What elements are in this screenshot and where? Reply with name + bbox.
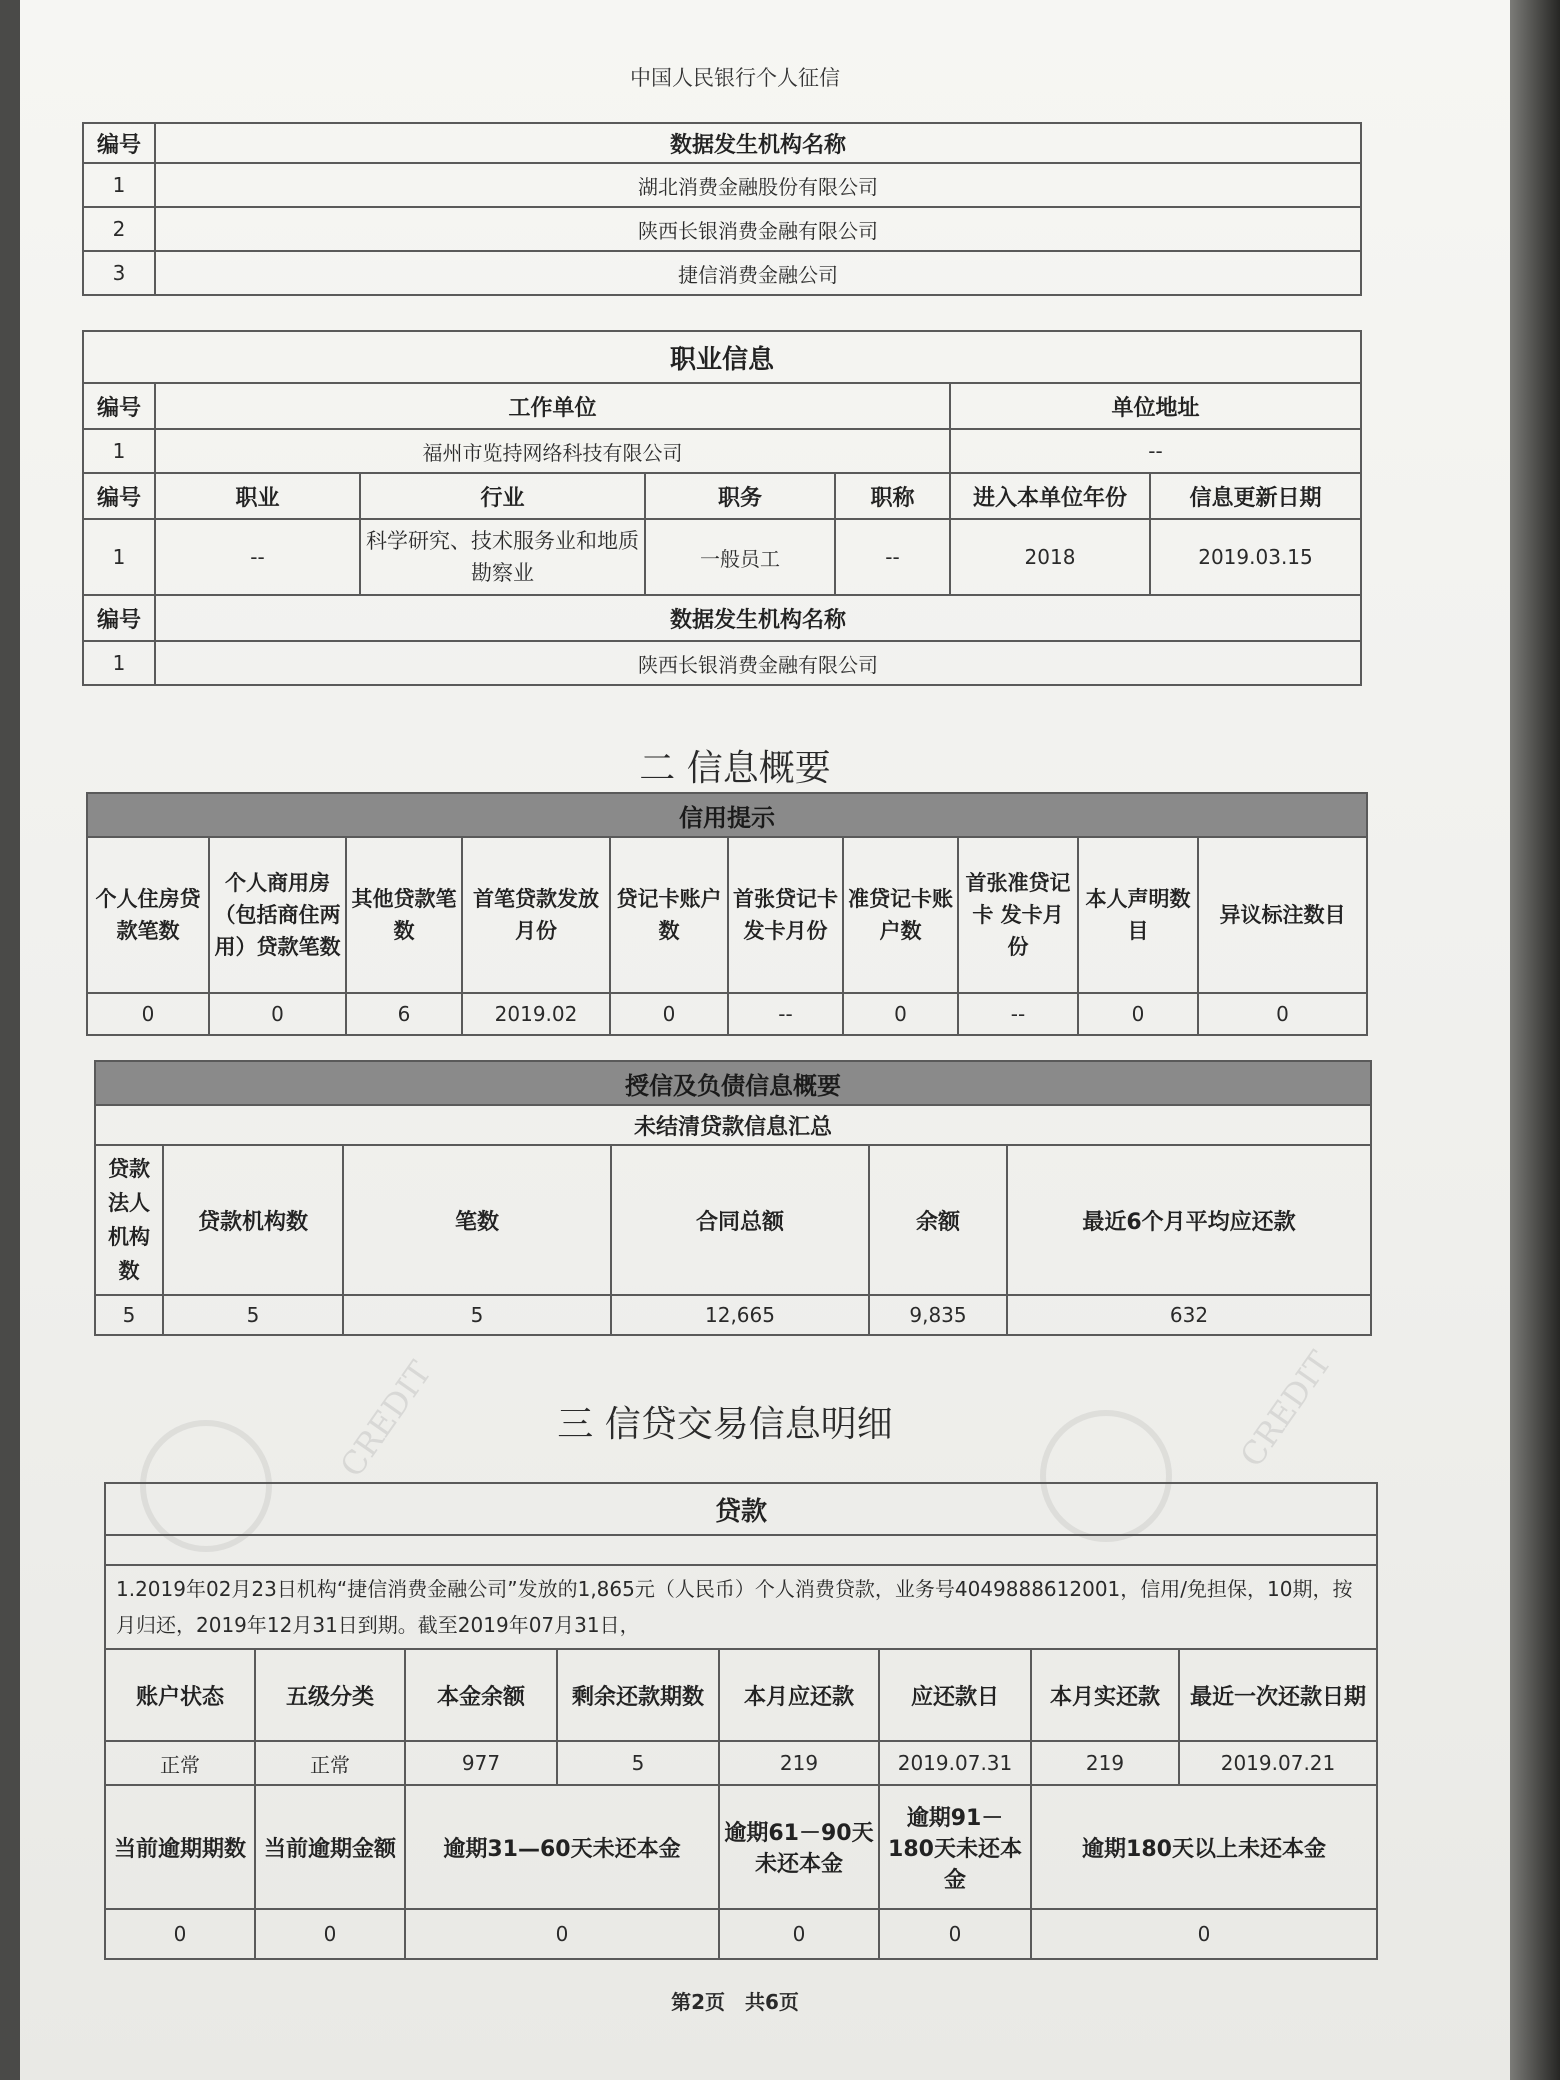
table-row: [95, 1295, 1371, 1335]
table-row: [83, 251, 1361, 295]
row-num: 1: [83, 519, 155, 595]
cell-value: 2019.07.21: [1179, 1741, 1377, 1785]
loan-description: 1.2019年02月23日机构“捷信消费金融公司”发放的1,865元（人民币）个人消费贷款，业务号4049888612001，信用/免担保，10期，按月归还，2019年12月31日到期。截至2019年07月31日，: [105, 1565, 1377, 1649]
empty-row: [105, 1535, 1377, 1565]
col-header: 异议标注数目: [1198, 837, 1367, 993]
cell-value: 219: [719, 1741, 879, 1785]
section-title: 二 信息概要: [639, 748, 831, 789]
watermark-text: CREDIT: [332, 1354, 440, 1484]
credit-hint-title: 信用提示: [87, 793, 1367, 837]
cell-value: 0: [610, 993, 728, 1035]
row-num: 1: [83, 429, 155, 473]
col-header: 账户状态: [105, 1649, 255, 1741]
org-name: 湖北消费金融股份有限公司: [155, 163, 1361, 207]
cell-value: 0: [843, 993, 958, 1035]
col-header: 准贷记卡账户数: [843, 837, 958, 993]
debt-subtitle: 未结清贷款信息汇总: [95, 1105, 1371, 1145]
col-position: 职务: [645, 473, 835, 519]
row-num: 3: [83, 251, 155, 295]
col-header: 本月应还款: [719, 1649, 879, 1741]
cell-value: 977: [405, 1741, 557, 1785]
cell-value: 0: [719, 1909, 879, 1959]
col-num: 编号: [83, 123, 155, 163]
debt-summary-table: [94, 1060, 1372, 1336]
row-num: 1: [83, 641, 155, 685]
table-row: [87, 993, 1367, 1035]
org-name: 捷信消费金融公司: [155, 251, 1361, 295]
cell-value: 0: [405, 1909, 719, 1959]
job-title: 职业信息: [83, 331, 1361, 383]
col-header: 当前逾期期数: [105, 1785, 255, 1909]
credit-hint-table: [86, 792, 1368, 1036]
cell-value: 正常: [255, 1741, 405, 1785]
col-org-name: 数据发生机构名称: [155, 123, 1361, 163]
table-row: [83, 429, 1361, 473]
org-table: [82, 122, 1362, 296]
org-name: 陕西长银消费金融有限公司: [155, 641, 1361, 685]
report-header: 中国人民银行个人征信: [630, 66, 840, 90]
cell-value: 0: [1198, 993, 1367, 1035]
table-row: [105, 1741, 1377, 1785]
cell-value: 正常: [105, 1741, 255, 1785]
cell-value: 12,665: [611, 1295, 869, 1335]
col-header: 逾期31—60天未还本金: [405, 1785, 719, 1909]
cell-value: 0: [1078, 993, 1198, 1035]
col-header: 本人声明数目: [1078, 837, 1198, 993]
col-header: 当前逾期金额: [255, 1785, 405, 1909]
cell-value: 5: [557, 1741, 719, 1785]
cell-value: 6: [346, 993, 462, 1035]
cell-value: 0: [1031, 1909, 1377, 1959]
loan-detail-table: [104, 1482, 1378, 1960]
col-occupation: 职业: [155, 473, 360, 519]
table-row: [83, 163, 1361, 207]
col-header: 逾期91－180天未还本金: [879, 1785, 1031, 1909]
industry: 科学研究、技术服务业和地质勘察业: [360, 519, 645, 595]
org-name: 陕西长银消费金融有限公司: [155, 207, 1361, 251]
cell-value: 5: [163, 1295, 343, 1335]
col-header: 贷款法人机构数: [95, 1145, 163, 1295]
col-num: 编号: [83, 383, 155, 429]
cell-value: 0: [255, 1909, 405, 1959]
col-header: 首张贷记卡 发卡月份: [728, 837, 843, 993]
cell-value: 632: [1007, 1295, 1371, 1335]
col-header: 个人住房贷款笔数: [87, 837, 209, 993]
cell-value: 0: [87, 993, 209, 1035]
table-row: [83, 641, 1361, 685]
report-page: [20, 0, 1510, 2080]
section-title: 三 信贷交易信息明细: [557, 1404, 893, 1445]
col-org-name: 数据发生机构名称: [155, 595, 1361, 641]
col-num: 编号: [83, 595, 155, 641]
page-footer: 第2页 共6页: [671, 1990, 799, 2014]
col-header: 应还款日: [879, 1649, 1031, 1741]
debt-title: 授信及负债信息概要: [95, 1061, 1371, 1105]
row-num: 1: [83, 163, 155, 207]
col-header: 逾期61－90天未还本金: [719, 1785, 879, 1909]
col-header: 贷记卡账户数: [610, 837, 728, 993]
loan-title: 贷款: [105, 1483, 1377, 1535]
position: 一般员工: [645, 519, 835, 595]
cell-value: --: [728, 993, 843, 1035]
col-header: 首笔贷款发放月份: [462, 837, 610, 993]
cell-value: 0: [209, 993, 346, 1035]
cell-value: 2019.02: [462, 993, 610, 1035]
col-header: 本月实还款: [1031, 1649, 1179, 1741]
col-header: 最近6个月平均应还款: [1007, 1145, 1371, 1295]
col-header: 余额: [869, 1145, 1007, 1295]
cell-value: 219: [1031, 1741, 1179, 1785]
col-header: 本金余额: [405, 1649, 557, 1741]
employer: 福州市览持网络科技有限公司: [155, 429, 950, 473]
table-row: [105, 1909, 1377, 1959]
col-header: 贷款机构数: [163, 1145, 343, 1295]
update-date: 2019.03.15: [1150, 519, 1361, 595]
col-employer: 工作单位: [155, 383, 950, 429]
col-header: 合同总额: [611, 1145, 869, 1295]
col-header: 个人商用房（包括商住两用）贷款笔数: [209, 837, 346, 993]
table-row: [83, 207, 1361, 251]
col-header: 首张准贷记卡 发卡月份: [958, 837, 1078, 993]
cell-value: 9,835: [869, 1295, 1007, 1335]
cell-value: 5: [95, 1295, 163, 1335]
col-update-date: 信息更新日期: [1150, 473, 1361, 519]
col-rank: 职称: [835, 473, 950, 519]
col-header: 其他贷款笔数: [346, 837, 462, 993]
col-industry: 行业: [360, 473, 645, 519]
table-row: [83, 519, 1361, 595]
col-join-year: 进入本单位年份: [950, 473, 1150, 519]
address: --: [950, 429, 1361, 473]
job-table: [82, 330, 1362, 686]
cell-value: --: [958, 993, 1078, 1035]
col-header: 笔数: [343, 1145, 611, 1295]
occupation: --: [155, 519, 360, 595]
cell-value: 5: [343, 1295, 611, 1335]
join-year: 2018: [950, 519, 1150, 595]
rank: --: [835, 519, 950, 595]
cell-value: 0: [105, 1909, 255, 1959]
row-num: 2: [83, 207, 155, 251]
watermark-text: CREDIT: [1232, 1344, 1340, 1474]
col-num: 编号: [83, 473, 155, 519]
col-address: 单位地址: [950, 383, 1361, 429]
col-header: 剩余还款期数: [557, 1649, 719, 1741]
cell-value: 2019.07.31: [879, 1741, 1031, 1785]
col-header: 最近一次还款日期: [1179, 1649, 1377, 1741]
col-header: 逾期180天以上未还本金: [1031, 1785, 1377, 1909]
col-header: 五级分类: [255, 1649, 405, 1741]
cell-value: 0: [879, 1909, 1031, 1959]
